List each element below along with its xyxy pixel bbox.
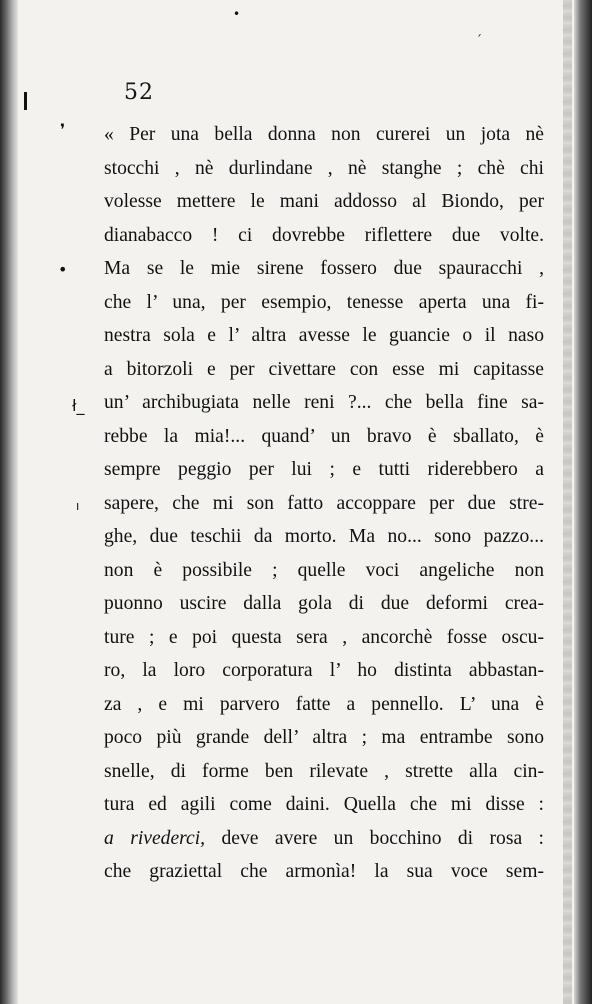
italic-line-rest: deve avere un bocchino di rosa :: [205, 827, 544, 849]
text-line: che l’ una, per esempio, tenesse aperta una fi-: [104, 291, 544, 313]
text-line: ghe, due teschii da morto. Ma no... sono pazzo...: [104, 526, 544, 547]
scan-mark-top-dot: •: [233, 7, 241, 21]
text-line: poco più grande dell’ altra ; ma entrambe sono: [104, 727, 544, 748]
text-line: volesse mettere le mani addosso al Biondo, per: [104, 191, 544, 212]
text-line: nestra sola e l’ altra avesse le guancie o il naso: [104, 325, 544, 346]
text-line: puonno uscire dalla gola di due deformi crea-: [104, 593, 544, 614]
scan-mark-margin-note: ł_: [72, 396, 85, 415]
text-line: « Per una bella donna non curerei un jota nè: [104, 124, 544, 145]
page-number: 52: [124, 80, 154, 105]
text-line: Ma se le mie sirene fossero due spauracchi ,: [104, 258, 544, 279]
text-line: za , e mi parvero fatte a pennello. L’ una è: [104, 693, 544, 715]
page-text: [104, 118, 544, 889]
text-line: rebbe la mia!... quand’ un bravo è sballato, è: [104, 425, 544, 447]
book-edge-right: [574, 0, 592, 1004]
text-line: stocchi , nè durlindane , nè stanghe ; chè chi: [104, 157, 544, 179]
text-line: ro, la loro corporatura l’ ho distinta abbastan-: [104, 660, 544, 681]
scan-mark-dot: •: [58, 260, 68, 279]
page-fold-edge: [563, 0, 572, 1004]
text-line: snelle, di forme ben rilevate , strette alla cin-: [104, 760, 544, 782]
text-line-italic: [104, 822, 544, 856]
italic-phrase: a rivederci,: [104, 827, 206, 849]
scan-mark-comma: ❜: [60, 120, 66, 139]
text-line: dianabacco ! ci dovrebbe riflettere due volte.: [104, 224, 544, 246]
text-line: tura ed agili come daini. Quella che mi disse :: [104, 794, 544, 815]
text-line: a bitorzoli e per civettare con esse mi capitasse: [104, 358, 544, 380]
book-binding-left: [0, 0, 18, 1004]
text-line: non è possibile ; quelle voci angeliche non: [104, 559, 544, 581]
text-line: sapere, che mi son fatto accoppare per due stre-: [104, 492, 544, 514]
text-line: sempre peggio per lui ; e tutti riderebbero a: [104, 459, 544, 480]
text-line: ture ; e poi questa sera , ancorchè fosse oscu-: [104, 626, 544, 648]
text-line: un’ archibugiata nelle reni ?... che bella fine sa-: [104, 392, 544, 413]
text-line-last: che graziettal che armonìa! la sua voce sem-: [104, 861, 544, 882]
scan-mark-top-left: [24, 92, 27, 110]
scan-mark-top-right: ˊ: [476, 33, 482, 47]
scan-mark-tick: ı: [76, 499, 80, 513]
